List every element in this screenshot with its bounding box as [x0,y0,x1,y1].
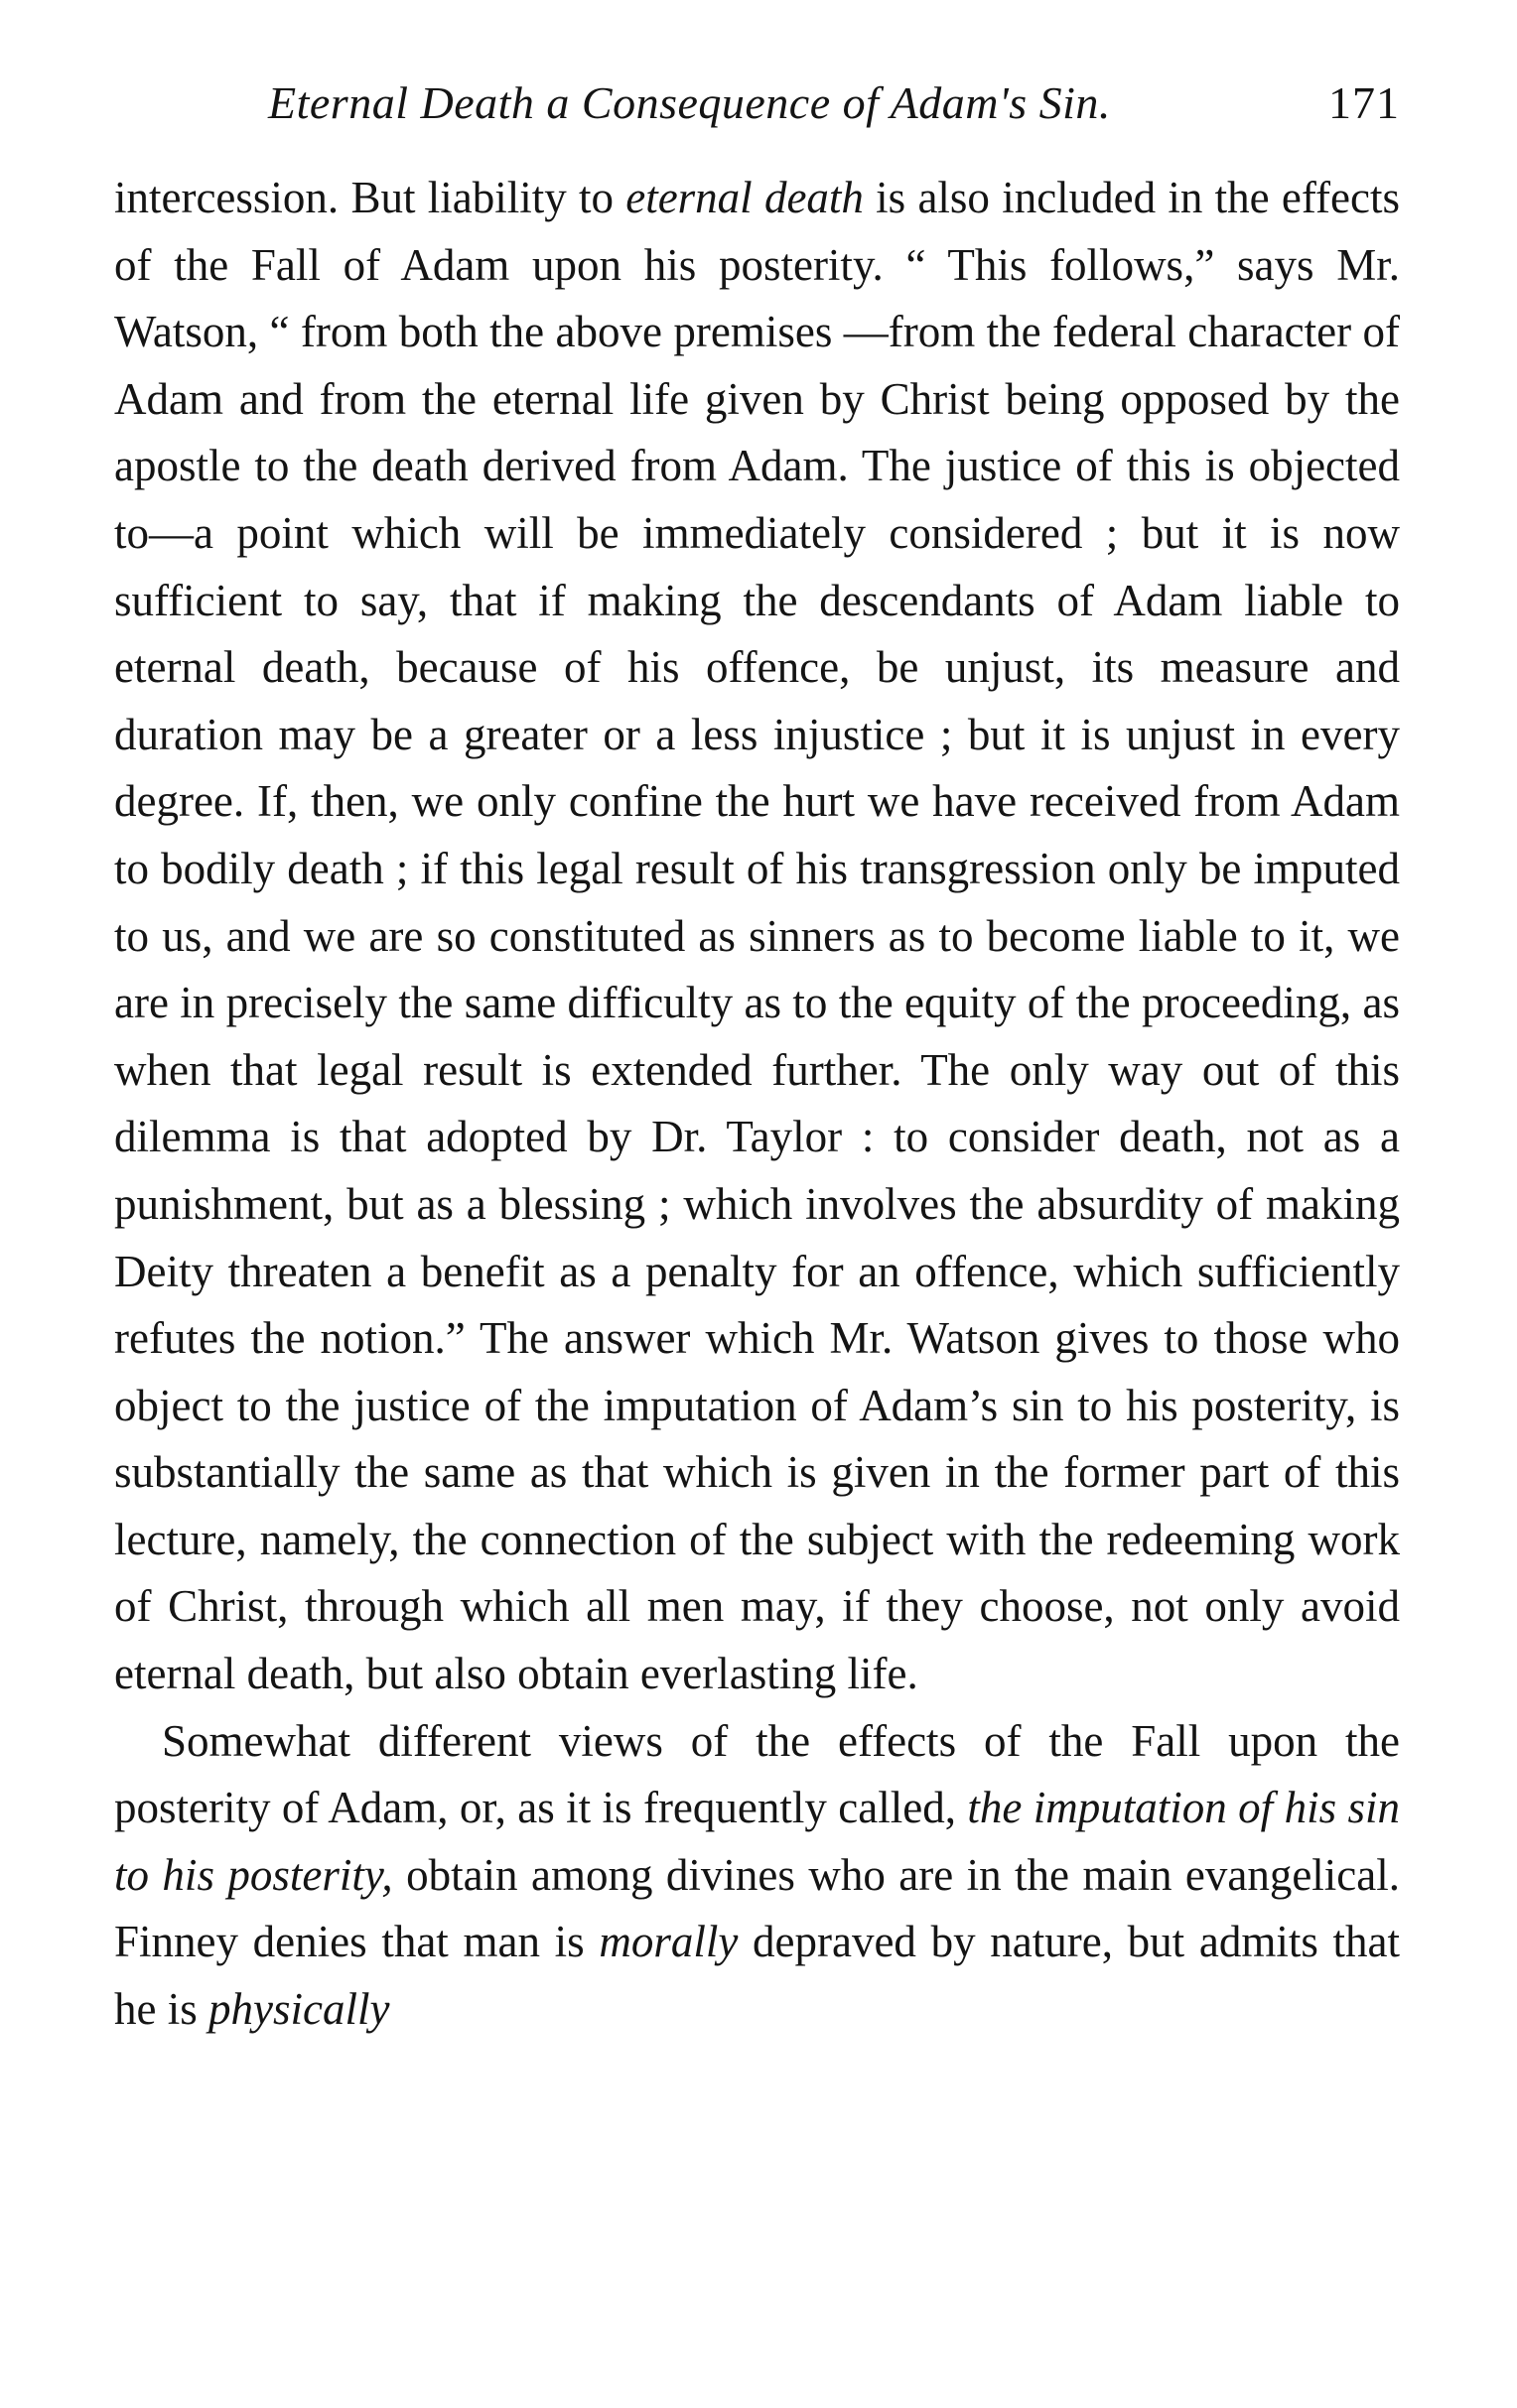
body-text [114,165,1400,2044]
text-segment: intercession. But liability to [114,173,626,222]
italic-text-segment: eternal death [625,173,864,222]
running-head [114,67,1400,139]
text-segment: Somewhat different views of the effects of the Fall upon the posterity of Adam, or, as it is frequently called, [114,1715,1400,1833]
page-number: 171 [1328,77,1400,128]
running-title: Eternal Death a Consequence of Adam's Sin. [268,77,1111,128]
paragraph [114,1708,1400,2044]
text-segment: depraved by nature, but admits that he is [114,1917,1400,2035]
italic-text-segment: physically [208,1984,390,2035]
text-segment: is also included in the effects of the Fall of Adam upon his posterity. “ This follows,” says Mr. Watson, “ from both the above premises —from the federal character of Adam and from the eternal life given by Christ being opposed by the apostle to the death derived from Adam. The justice of this is objected to—a point which will be immediately considered ; but it is now sufficient to say, that if making the descendants of Adam liable to eternal death, because of his offence, be unjust, its measure and duration may be a greater or a less injustice ; but it is unjust in every degree. If, then, we only confine the hurt we have received from Adam to bodily death ; if this legal result of his transgression only be imputed to us, and we are so constituted as sinners as to become liable to it, we are in precisely the same difficulty as to the equity of the proceeding, as when that legal result is extended further. The only way out of this dilemma is that adopted by Dr. Taylor : to consider death, not as a punishment, but as a blessing ; which involves the absurdity of making Deity threaten a benefit as a penalty for an offence, which sufficiently refutes the notion.” The answer which Mr. Watson gives to those who object to the justice of the imputation of Adam’s sin to his posterity, is substantially the same as that which is given in the former part of this lecture, namely, the connection of the subject with the redeeming work of Christ, through which all men may, if they choose, not only avoid eternal death, but also obtain everlasting life. [114,173,1400,1699]
paragraph [114,165,1400,1708]
book-page [114,67,1400,2044]
italic-text-segment: morally [599,1917,739,1967]
italic-text-segment: the imputation of his sin to his posterity, [114,1783,1401,1900]
text-segment: obtain among divines who are in the main evangelical. Finney denies that man is [114,1849,1401,1967]
